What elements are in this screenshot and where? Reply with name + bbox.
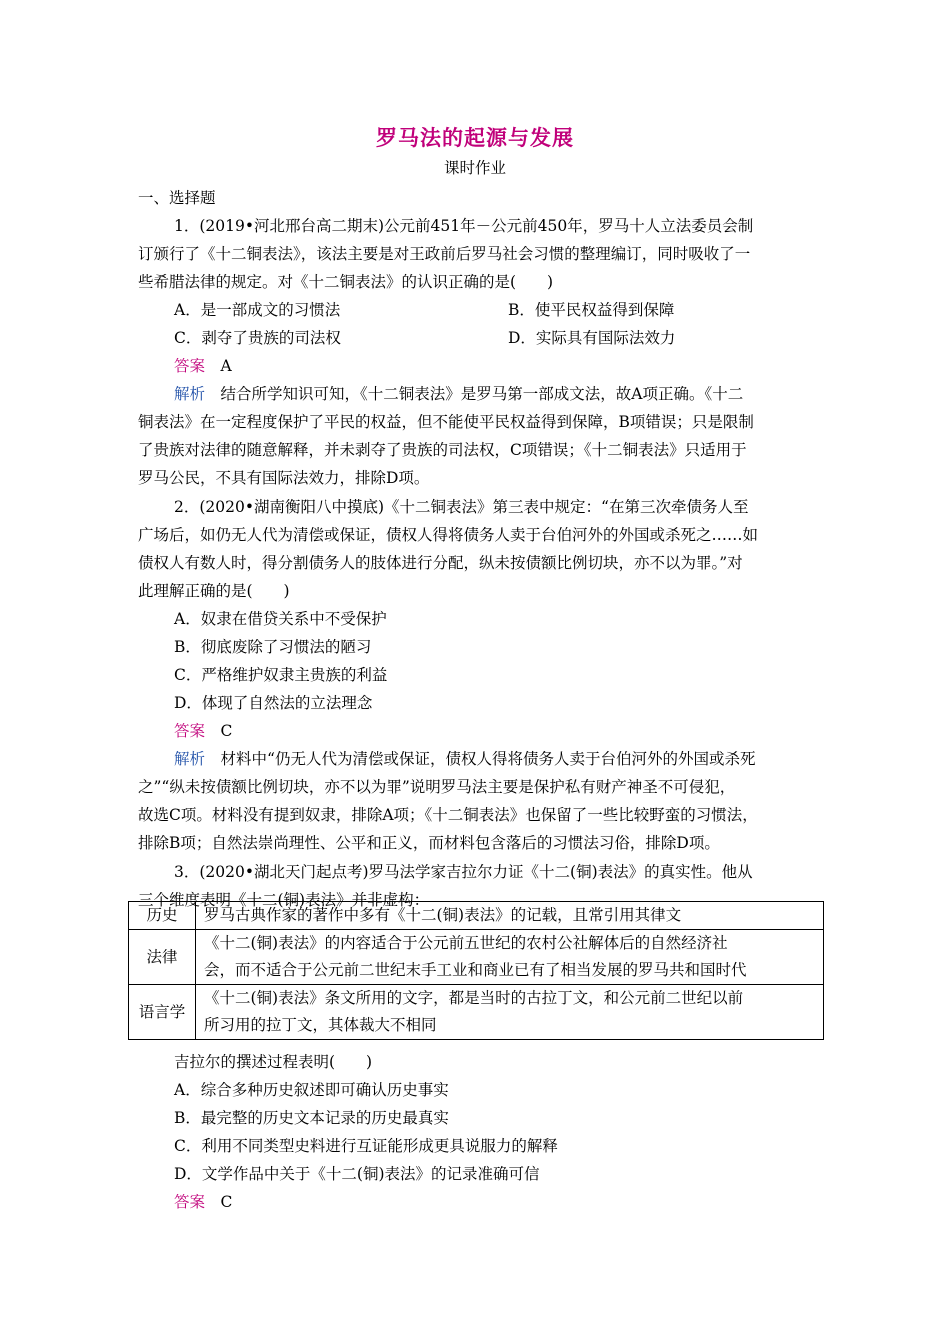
q1-option-a: A．是一部成文的习惯法	[174, 301, 341, 319]
q2-stem-line-3: 债权人有数人时，得分割债务人的肢体进行分配，纵未按债额比例切块，亦不以为罪。”对	[138, 554, 743, 572]
q2-analysis-line-4: 排除B项；自然法崇尚理性、公平和正义，而材料包含落后的习惯法习俗，排除D项。	[138, 834, 720, 852]
q1-option-b: B．使平民权益得到保障	[508, 301, 675, 319]
table-cell-line: 《十二(铜)表法》条文所用的文字，都是当时的古拉丁文，和公元前二世纪以前	[204, 989, 744, 1007]
table-cell-evidence	[196, 985, 824, 1040]
q3-answer-value: C	[220, 1193, 233, 1211]
q2-analysis-text-1: 材料中“仍无人代为清偿或保证，债权人得将债务人卖于台伯河外的外国或杀死	[220, 750, 756, 768]
q2-answer	[174, 721, 874, 741]
q3-option-c: C．利用不同类型史料进行互证能形成更具说服力的解释	[174, 1137, 558, 1155]
q2-option-b: B．彻底废除了习惯法的陋习	[174, 638, 372, 656]
q2-analysis-line-3: 故选C项。材料没有提到奴隶，排除A项；《十二铜表法》也保留了一些比较野蛮的习惯法，	[138, 806, 758, 824]
q1-analysis-line-2: 铜表法》在一定程度保护了平民的权益，但不能使平民权益得到保障，B项错误；只是限制	[138, 413, 754, 431]
q3-question-stem: 吉拉尔的撰述过程表明( )	[174, 1053, 373, 1071]
q3-option-a: A．综合多种历史叙述即可确认历史事实	[174, 1081, 449, 1099]
q2-answer-value: C	[220, 722, 233, 740]
table-row	[129, 985, 824, 1040]
q2-stem-line-2: 广场后，如仍无人代为清偿或保证，债权人得将债务人卖于台伯河外的外国或杀死之……如	[138, 526, 759, 544]
table-cell-evidence	[196, 930, 824, 985]
q1-analysis-line-4: 罗马公民，不具有国际法效力，排除D项。	[138, 469, 430, 487]
page-title: 罗马法的起源与发展	[376, 125, 574, 150]
q3-stem-line-1: 3．(2020•湖北天门起点考)罗马法学家吉拉尔力证《十二(铜)表法》的真实性。他从	[174, 863, 753, 881]
q3-option-d: D．文学作品中关于《十二(铜)表法》的记录准确可信	[174, 1165, 540, 1183]
q2-option-a: A．奴隶在借贷关系中不受保护	[174, 610, 387, 628]
q2-option-d: D．体现了自然法的立法理念	[174, 694, 373, 712]
table-cell-line: 所习用的拉丁文，其体裁大不相同	[204, 1016, 437, 1034]
q1-answer	[174, 356, 874, 376]
q1-analysis-line-3: 了贵族对法律的随意解释，并未剥夺了贵族的司法权，C项错误；《十二铜表法》只适用于	[138, 441, 747, 459]
section-heading: 一、选择题	[138, 189, 216, 207]
table-cell-evidence	[196, 902, 824, 930]
q2-option-c: C．严格维护奴隶主贵族的利益	[174, 666, 388, 684]
q3-option-b: B．最完整的历史文本记录的历史最真实	[174, 1109, 449, 1127]
q2-analysis-line-2: 之”“纵未按债额比例切块，亦不以为罪”说明罗马法主要是保护私有财产神圣不可侵犯，	[138, 778, 736, 796]
table-cell-dimension: 语言学	[129, 985, 196, 1040]
table-row	[129, 902, 824, 930]
page-subtitle: 课时作业	[443, 159, 506, 177]
q1-option-row-2	[174, 328, 874, 348]
q1-option-d: D．实际具有国际法效力	[508, 329, 676, 347]
q3-answer-label: 答案	[174, 1193, 206, 1211]
table-cell-line: 《十二(铜)表法》的内容适合于公元前五世纪的农村公社解体后的自然经济社	[204, 934, 728, 952]
q3-evidence-table	[128, 901, 824, 1040]
table-cell-dimension: 法律	[129, 930, 196, 985]
q1-option-c: C．剥夺了贵族的司法权	[174, 329, 341, 347]
table-cell-dimension: 历史	[129, 902, 196, 930]
q1-analysis-label: 解析	[174, 385, 206, 403]
q1-stem-line-2: 订颁行了《十二铜表法》，该法主要是对王政前后罗马社会习惯的整理编订，同时吸收了一	[138, 245, 751, 263]
q1-stem-line-3: 些希腊法律的规定。对《十二铜表法》的认识正确的是( )	[138, 273, 554, 291]
q2-stem-line-4: 此理解正确的是( )	[138, 582, 290, 600]
q2-analysis-label: 解析	[174, 750, 206, 768]
q1-answer-value: A	[220, 357, 232, 375]
table-row	[129, 930, 824, 985]
q2-stem-line-1: 2．(2020•湖南衡阳八中摸底)《十二铜表法》第三表中规定：“在第三次牵债务人至	[174, 498, 749, 516]
table-cell-line: 罗马古典作家的著作中多有《十二(铜)表法》的记载，且常引用其律文	[204, 906, 682, 924]
q1-analysis-line-1	[174, 384, 874, 404]
q3-stem-line-2: 三个维度表明《十二(铜)表法》并非虚构：	[138, 891, 430, 909]
table-cell-line: 会，而不适合于公元前二世纪末手工业和商业已有了相当发展的罗马共和国时代	[204, 961, 747, 979]
q2-analysis-line-1	[174, 749, 874, 769]
q3-answer	[174, 1192, 874, 1212]
q1-option-row-1	[174, 300, 874, 320]
q2-answer-label: 答案	[174, 722, 206, 740]
q1-answer-label: 答案	[174, 357, 206, 375]
q1-stem-line-1: 1．(2019•河北邢台高二期末)公元前451年－公元前450年，罗马十人立法委员会制	[174, 217, 754, 235]
q1-analysis-text-1: 结合所学知识可知，《十二铜表法》是罗马第一部成文法，故A项正确。《十二	[220, 385, 744, 403]
